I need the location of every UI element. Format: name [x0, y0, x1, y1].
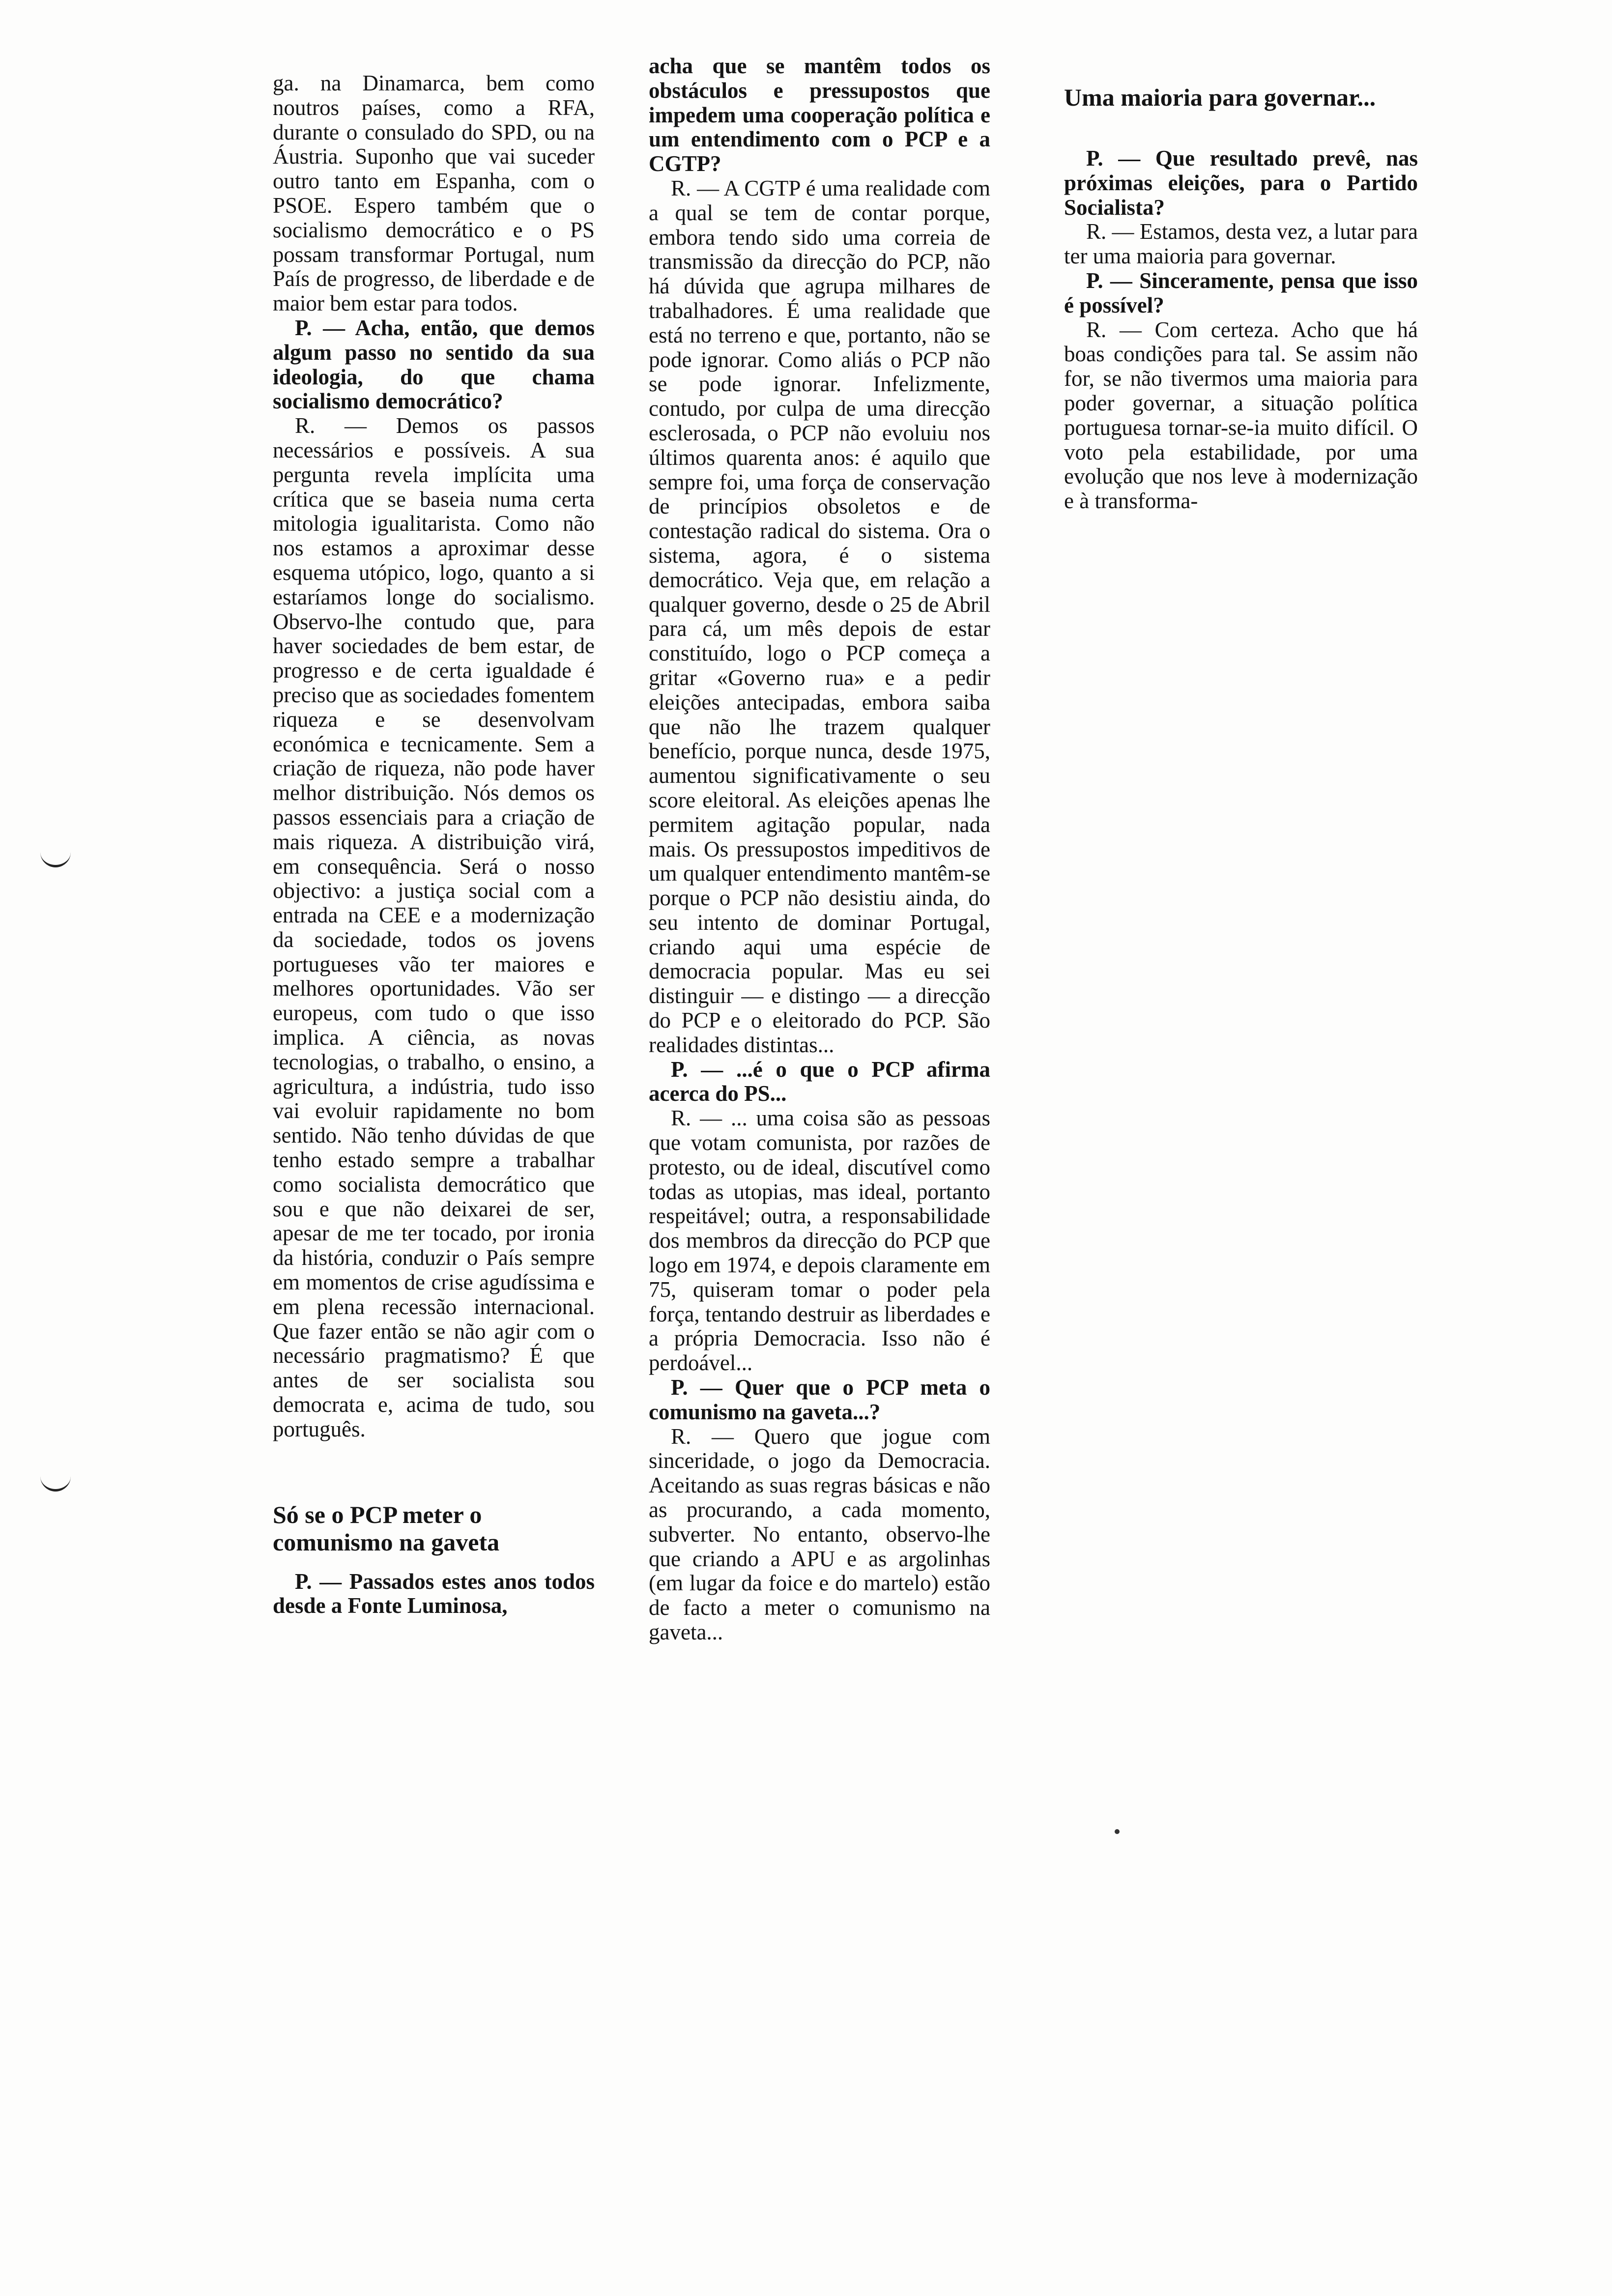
question-elections: P. — Que resultado prevê, nas próximas eleições, para o Partido Socialista? — [1064, 146, 1418, 220]
heading-spacer — [273, 1556, 595, 1570]
section-heading-pcp: Só se o PCP meter o comunismo na gaveta — [273, 1500, 500, 1556]
section-heading-maioria: Uma maioria para governar... — [1064, 84, 1376, 111]
answer-socialism: R. — Demos os passos necessários e possíveis. A sua pergunta revela implícita uma crítica que se baseia numa certa mitologia igualitarista. Como não nos estamos a aproximar desse esquema utópico, logo, quanto a si estaríamos longe do socialismo. Observo-lhe contudo que, para haver sociedades de bem estar, de progresso e de certa igualdade é preciso que as sociedades fomentem riqueza e se desenvolvam económica e tecnicamente. Sem a criação de riqueza, não pode haver melhor distribuição. Nós demos os passos essenciais para a criação de mais riqueza. A distribuição virá, em consequência. Será o nosso objectivo: a justiça social com a entrada na CEE e a modernização da sociedade, todos os jovens portugueses vão ter maiores e melhores oportunidades. Vão ser europeus, com tudo o que isso implica. A ciência, as novas tecnologias, o trabalho, o ensino, a agricultura, a indústria, tudo isso vai evoluir rapidamente no bom sentido. Não tenho dúvidas de que tenho estado sempre a trabalhar como socialista democrático que sou e que não deixarei de ser, apesar de me ter tocado, por ironia da história, conduzir o País sempre em momentos de crise agudíssima e em plena recessão internacional. Que fazer então se não agir com o necessário pragmatismo? É que antes de ser socialista sou democrata e, acima de tudo, sou português. — [273, 413, 595, 1441]
heading-spacer — [1064, 111, 1418, 146]
question-gaveta: P. — Quer que o PCP meta o comunismo na gaveta...? — [649, 1375, 990, 1424]
question-possible: P. — Sinceramente, pensa que isso é possível? — [1064, 268, 1418, 317]
question-fonte-luminosa: P. — Passados estes anos todos desde a Fonte Luminosa, — [273, 1569, 595, 1618]
answer-gaveta: R. — Quero que jogue com sinceridade, o jogo da Democracia. Aceitando as suas regras básicas e não as procurando, a cada momento, subverter. No entanto, observo-lhe que criando a APU e as argolinhas (em lugar da foice e do martelo) estão de facto a meter o comunismo na gaveta... — [649, 1424, 990, 1644]
question-fonte-luminosa-continued: acha que se mantêm todos os obstáculos e pressupostos que impedem uma cooperação política e um entendimento com o PCP e a CGTP? — [649, 54, 990, 176]
article-column-3 — [1064, 84, 1418, 514]
question-pcp-ps: P. — ...é o que o PCP afirma acerca do PS... — [649, 1057, 990, 1106]
margin-mark-lower — [40, 1474, 71, 1492]
question-socialism: P. — Acha, então, que demos algum passo no sentido da sua ideologia, do que chama socialismo democrático? — [273, 315, 595, 414]
answer-cgtp: R. — A CGTP é uma realidade com a qual se tem de contar porque, embora tendo sido uma correia de transmissão da direcção do PCP, não há dúvida que agrupa milhares de trabalhadores. É uma realidade que está no terreno e que, portanto, não se pode ignorar. Como aliás o PCP não se pode ignorar. Infelizmente, contudo, por culpa de uma direcção esclerosada, o PCP não evoluiu nos últimos quarenta anos: é aquilo que sempre foi, uma força de conservação de princípios obsoletos e de contestação radical do sistema. Ora o sistema, agora, é o sistema democrático. Veja que, em relação a qualquer governo, desde o 25 de Abril para cá, um mês depois de estar constituído, logo o PCP começa a gritar «Governo rua» e a pedir eleições antecipadas, embora saiba que não lhe trazem qualquer benefício, porque nunca, desde 1975, aumentou significativamente o seu score eleitoral. As eleições apenas lhe permitem agitação popular, nada mais. Os pressupostos impeditivos de um qualquer entendimento mantêm-se porque o PCP não desistiu ainda, do seu intento de dominar Portugal, criando aqui uma espécie de democracia popular. Mas eu sei distinguir — e distingo — a direcção do PCP e o eleitorado do PCP. São realidades distintas... — [649, 175, 990, 1057]
section-spacer — [273, 1442, 595, 1501]
answer-pcp-voters: R. — ... uma coisa são as pessoas que votam comunista, por razões de protesto, ou de ideal, discutível como todas as utopias, mas ideal, portanto respeitável; outra, a responsabilidade dos membros da direcção do PCP que logo em 1974, e depois claramente em 75, quiseram tomar o poder pela força, tentando destruir as liberdades e a própria Democracia. Isso não é perdoável... — [649, 1106, 990, 1376]
answer-elections: R. — Estamos, desta vez, a lutar para ter uma maioria para governar. — [1064, 219, 1418, 269]
article-column-1 — [273, 71, 595, 1618]
speck — [1115, 1829, 1120, 1834]
answer-paragraph-continued: ga. na Dinamarca, bem como noutros países, como a RFA, durante o consulado do SPD, ou na Áustria. Suponho que vai suceder outro tanto em Espanha, com o PSOE. Espero também que o socialismo democrático e o PS possam transformar Portugal, num País de progresso, de liberdade e de maior bem estar para todos. — [273, 71, 595, 316]
article-column-2 — [649, 54, 990, 1645]
margin-mark-upper — [40, 850, 71, 867]
answer-possible: R. — Com certeza. Acho que há boas condições para tal. Se assim não for, se não tivermos uma maioria para poder governar, a situação política portuguesa tornar-se-ia muito difícil. O voto pela estabilidade, por uma evolução que nos leve à modernização e à transforma- — [1064, 317, 1418, 514]
